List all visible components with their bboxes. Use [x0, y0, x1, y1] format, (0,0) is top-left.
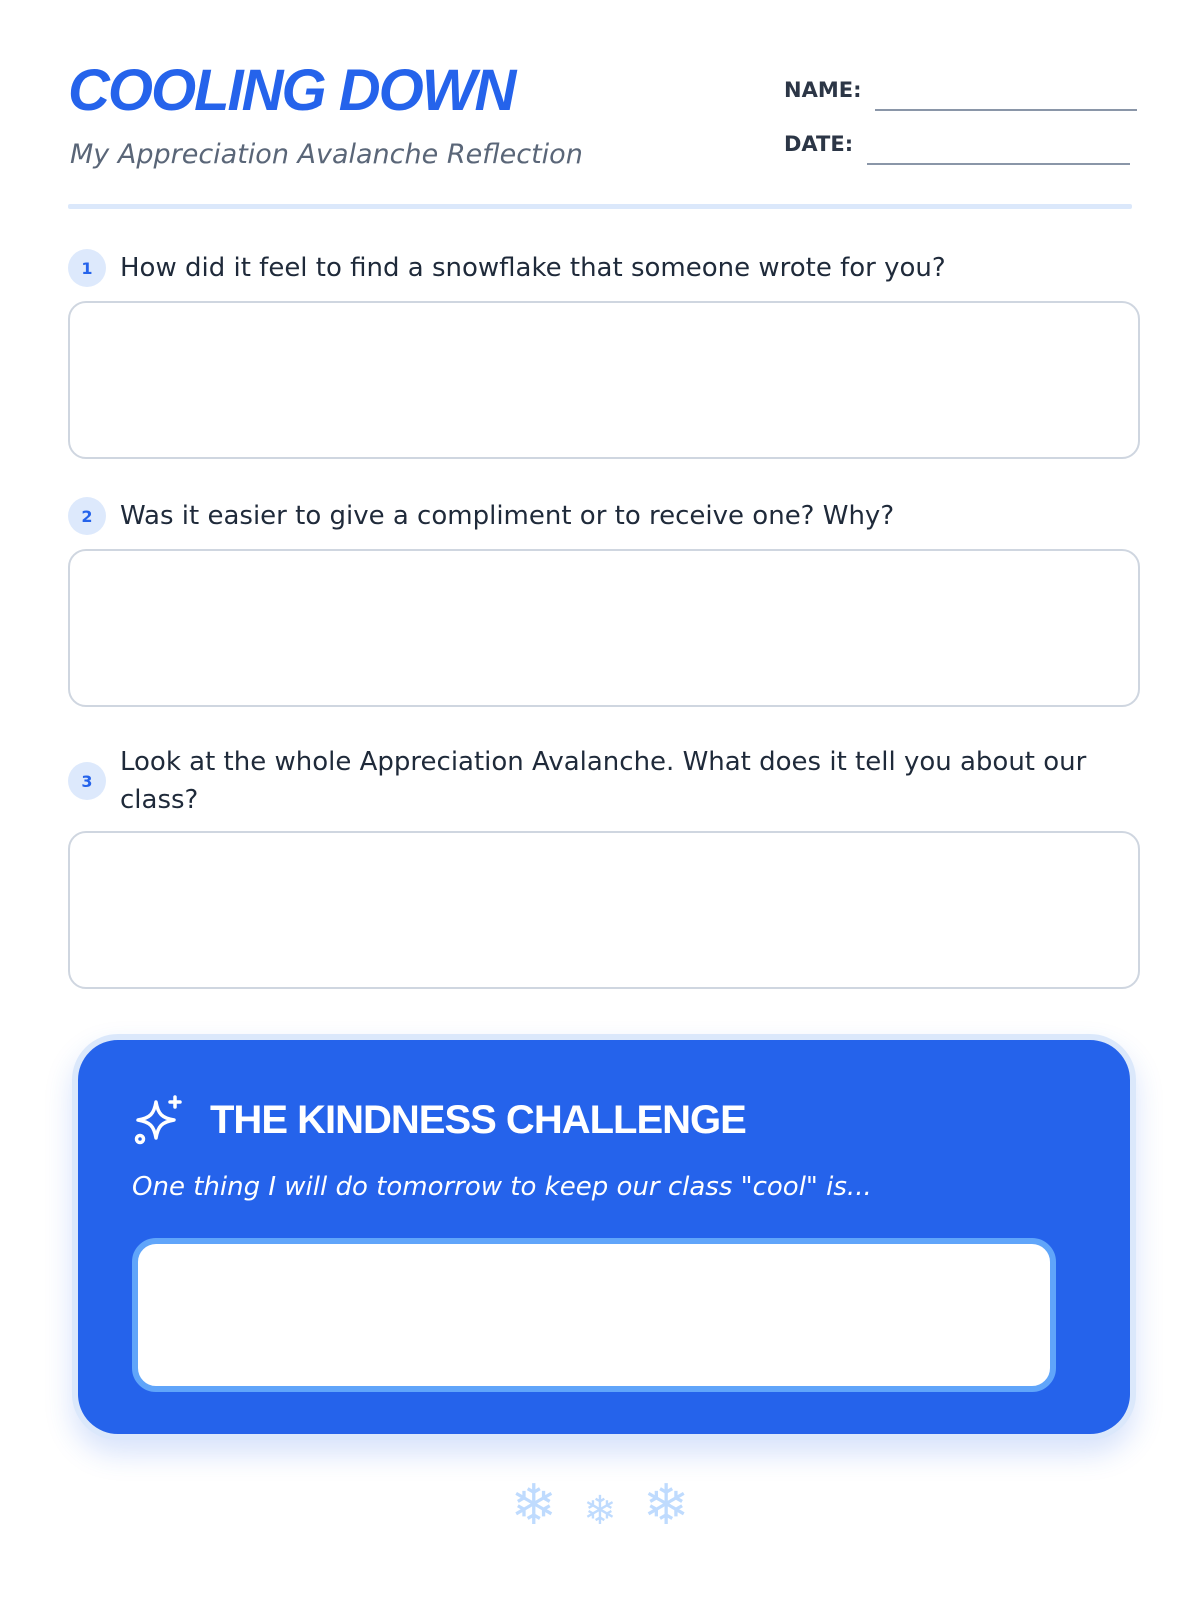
- snowflake-icon: ❄: [510, 1473, 558, 1538]
- answer-box-1[interactable]: [68, 301, 1140, 459]
- page-subtitle: My Appreciation Avalanche Reflection: [70, 139, 583, 170]
- challenge-header: [132, 1094, 746, 1146]
- snowflake-icon: ❄: [583, 1488, 617, 1534]
- name-field: [784, 80, 1137, 101]
- question-header: [68, 497, 1140, 535]
- worksheet-header: [68, 0, 1132, 212]
- sparkle-icon: [132, 1094, 184, 1146]
- question-header: [68, 249, 1140, 287]
- question-text: Was it easier to give a compliment or to receive one? Why?: [120, 501, 895, 531]
- question-number-badge: 2: [68, 497, 106, 535]
- name-input-line[interactable]: [875, 109, 1137, 111]
- question-header: [68, 743, 1140, 819]
- question-2: [68, 497, 1140, 707]
- challenge-prompt: One thing I will do tomorrow to keep our class "cool" is...: [132, 1172, 872, 1202]
- question-number-badge: 1: [68, 249, 106, 287]
- footer-decoration: [0, 1473, 1200, 1538]
- date-label: DATE:: [784, 132, 854, 156]
- snowflake-icon: ❄: [642, 1473, 690, 1538]
- challenge-title: THE KINDNESS CHALLENGE: [210, 1098, 746, 1142]
- page-title: COOLING DOWN: [68, 58, 515, 123]
- challenge-answer-box[interactable]: [132, 1238, 1056, 1392]
- question-1: [68, 249, 1140, 459]
- date-input-line[interactable]: [867, 163, 1130, 165]
- question-number-badge: 3: [68, 762, 106, 800]
- date-field: [784, 134, 1130, 155]
- answer-box-2[interactable]: [68, 549, 1140, 707]
- answer-box-3[interactable]: [68, 831, 1140, 989]
- question-text: How did it feel to find a snowflake that someone wrote for you?: [120, 253, 946, 283]
- name-label: NAME:: [784, 78, 862, 102]
- question-3: [68, 743, 1140, 989]
- header-divider: [68, 204, 1132, 209]
- kindness-challenge-card: [72, 1034, 1136, 1440]
- question-text: Look at the whole Appreciation Avalanche. What does it tell you about our class?: [120, 747, 1087, 815]
